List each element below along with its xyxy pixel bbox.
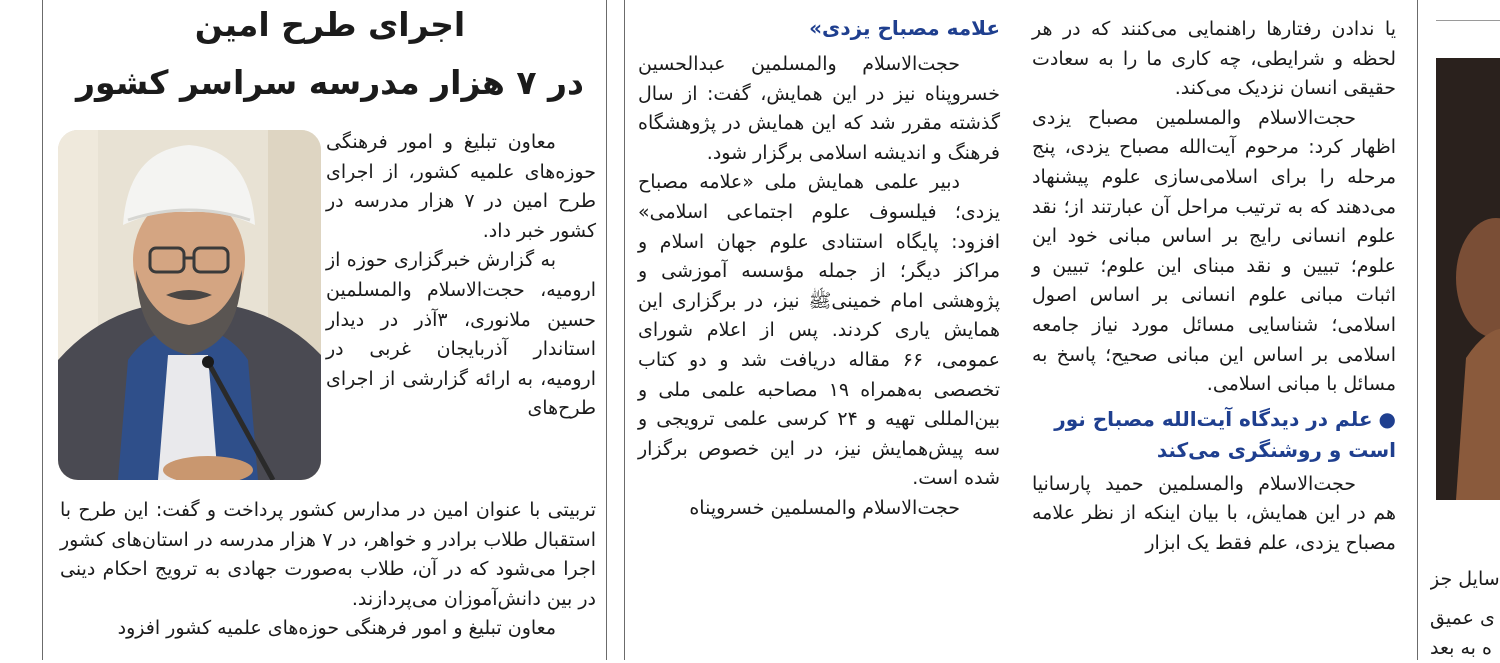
- right-article-column: [1032, 15, 1396, 559]
- edge-text-2: ی عمیق: [1430, 607, 1495, 629]
- cropped-right-photo: [1436, 58, 1500, 500]
- middle-article-column: [638, 13, 1000, 524]
- left-paragraph-1: معاون تبلیغ و امور فرهنگی حوزه‌های علمیه کشور، از اجرای طرح امین در ۷ هزار مدرسه در کشور خبر داد.: [326, 131, 596, 242]
- right-subheading: [1032, 404, 1396, 466]
- left-paragraph-2: به گزارش خبرگزاری حوزه از ارومیه، حجت‌الاسلام والمسلمین حسین ملانوری، ۳آذر در دیدار استاندار آذربایجان غربی در ارومیه، به ارائه گزارشی از اجرای طرح‌های: [326, 249, 596, 420]
- right-edge-rule: [1436, 20, 1500, 21]
- bullet-icon: ●: [1378, 406, 1396, 431]
- left-article-column-bottom: [60, 496, 596, 644]
- cleric-portrait-photo: [58, 130, 321, 480]
- middle-paragraph-2: دبیر علمی همایش ملی «علامه مصباح یزدی؛ فیلسوف علوم اجتماعی اسلامی» افزود: پایگاه استنادی علوم جهان اسلام و مراکز دیگر؛ از جمله مؤسسه آموزشی و پژوهشی امام خمینیﷺ نیز، در برگزاری این همایش یاری کردند. پس از اعلام شورای عمومی، ۶۶ مقاله دریافت شد و دو کتاب تخصصی به‌همراه ۱۹ مصاحبه علمی ملی و بین‌المللی تهیه و ۲۴ کرسی علمی ترویجی و سه پیش‌همایش نیز، در این خصوص برگزار شده است.: [638, 171, 1001, 490]
- right-paragraph-1: یا ندادن رفتارها راهنمایی می‌کنند که در هر لحظه و شرایطی، چه کاری ما را به سعادت حقیقی انسان نزدیک می‌کند.: [1032, 18, 1396, 100]
- headline-line-1: اجرای طرح امین: [194, 5, 466, 44]
- left-article-column-top: [326, 128, 596, 424]
- column-rule-right: [1417, 0, 1418, 660]
- right-paragraph-2: حجت‌الاسلام والمسلمین مصباح یزدی اظهار کرد: مرحوم آیت‌الله مصباح یزدی، پنج مرحله را برای اسلامی‌سازی علوم پیشنهاد می‌دهند که به ترتیب مراحل آن عبارتند از؛ نقد علوم انسانی رایج بر اساس مبانی خود این علوم؛ تبیین و نقد مبنای این علوم؛ تبیین و اثبات مبانی علوم انسانی بر اساس اصول اسلامی؛ شناسایی مسائل مورد نیاز جامعه اسلامی بر اساس این مبانی صحیح؛ پاسخ به مسائل با مبانی اسلامی.: [1032, 106, 1396, 396]
- column-rule-left: [42, 0, 43, 660]
- middle-heading-tail: علامه مصباح یزدی»: [809, 16, 1000, 40]
- column-rule-mid-left: [606, 0, 607, 660]
- right-paragraph-3: حجت‌الاسلام والمسلمین حمید پارسانیا هم در این همایش، با بیان اینکه از نظر علامه مصباح یزدی، علم فقط یک ابزار: [1032, 472, 1396, 554]
- right-subheading-text: علم در دیدگاه آیت‌الله مصباح نور است و روشنگری می‌کند: [1054, 406, 1396, 462]
- column-rule-mid-right: [624, 0, 625, 660]
- middle-paragraph-3: حجت‌الاسلام والمسلمین خسروپناه: [689, 496, 960, 519]
- left-paragraph-3: تربیتی با عنوان امین در مدارس کشور پرداخت و گفت: این طرح با استقبال طلاب برادر و خواهر، در ۷ هزار مدرسه در استان‌های کشور اجرا می‌شود که در آن، طلاب به‌صورت جهادی به ترویج احکام دینی در بین دانش‌آموزان می‌پردازند.: [60, 499, 596, 610]
- article-headline: [60, 0, 600, 112]
- middle-paragraph-1: حجت‌الاسلام والمسلمین عبدالحسین خسروپناه نیز در این همایش، گفت: از سال گذشته مقرر شد که این همایش در پژوهشگاه فرهنگ و اندیشه اسلامی برگزار شود.: [638, 53, 1000, 164]
- edge-text-3: ه به بعد: [1430, 637, 1492, 659]
- edge-text-1: سایل جز: [1430, 568, 1500, 590]
- left-paragraph-4: معاون تبلیغ و امور فرهنگی حوزه‌های علمیه کشور افزود: [117, 617, 556, 640]
- headline-line-2: در ۷ هزار مدرسه سراسر کشور: [76, 63, 584, 102]
